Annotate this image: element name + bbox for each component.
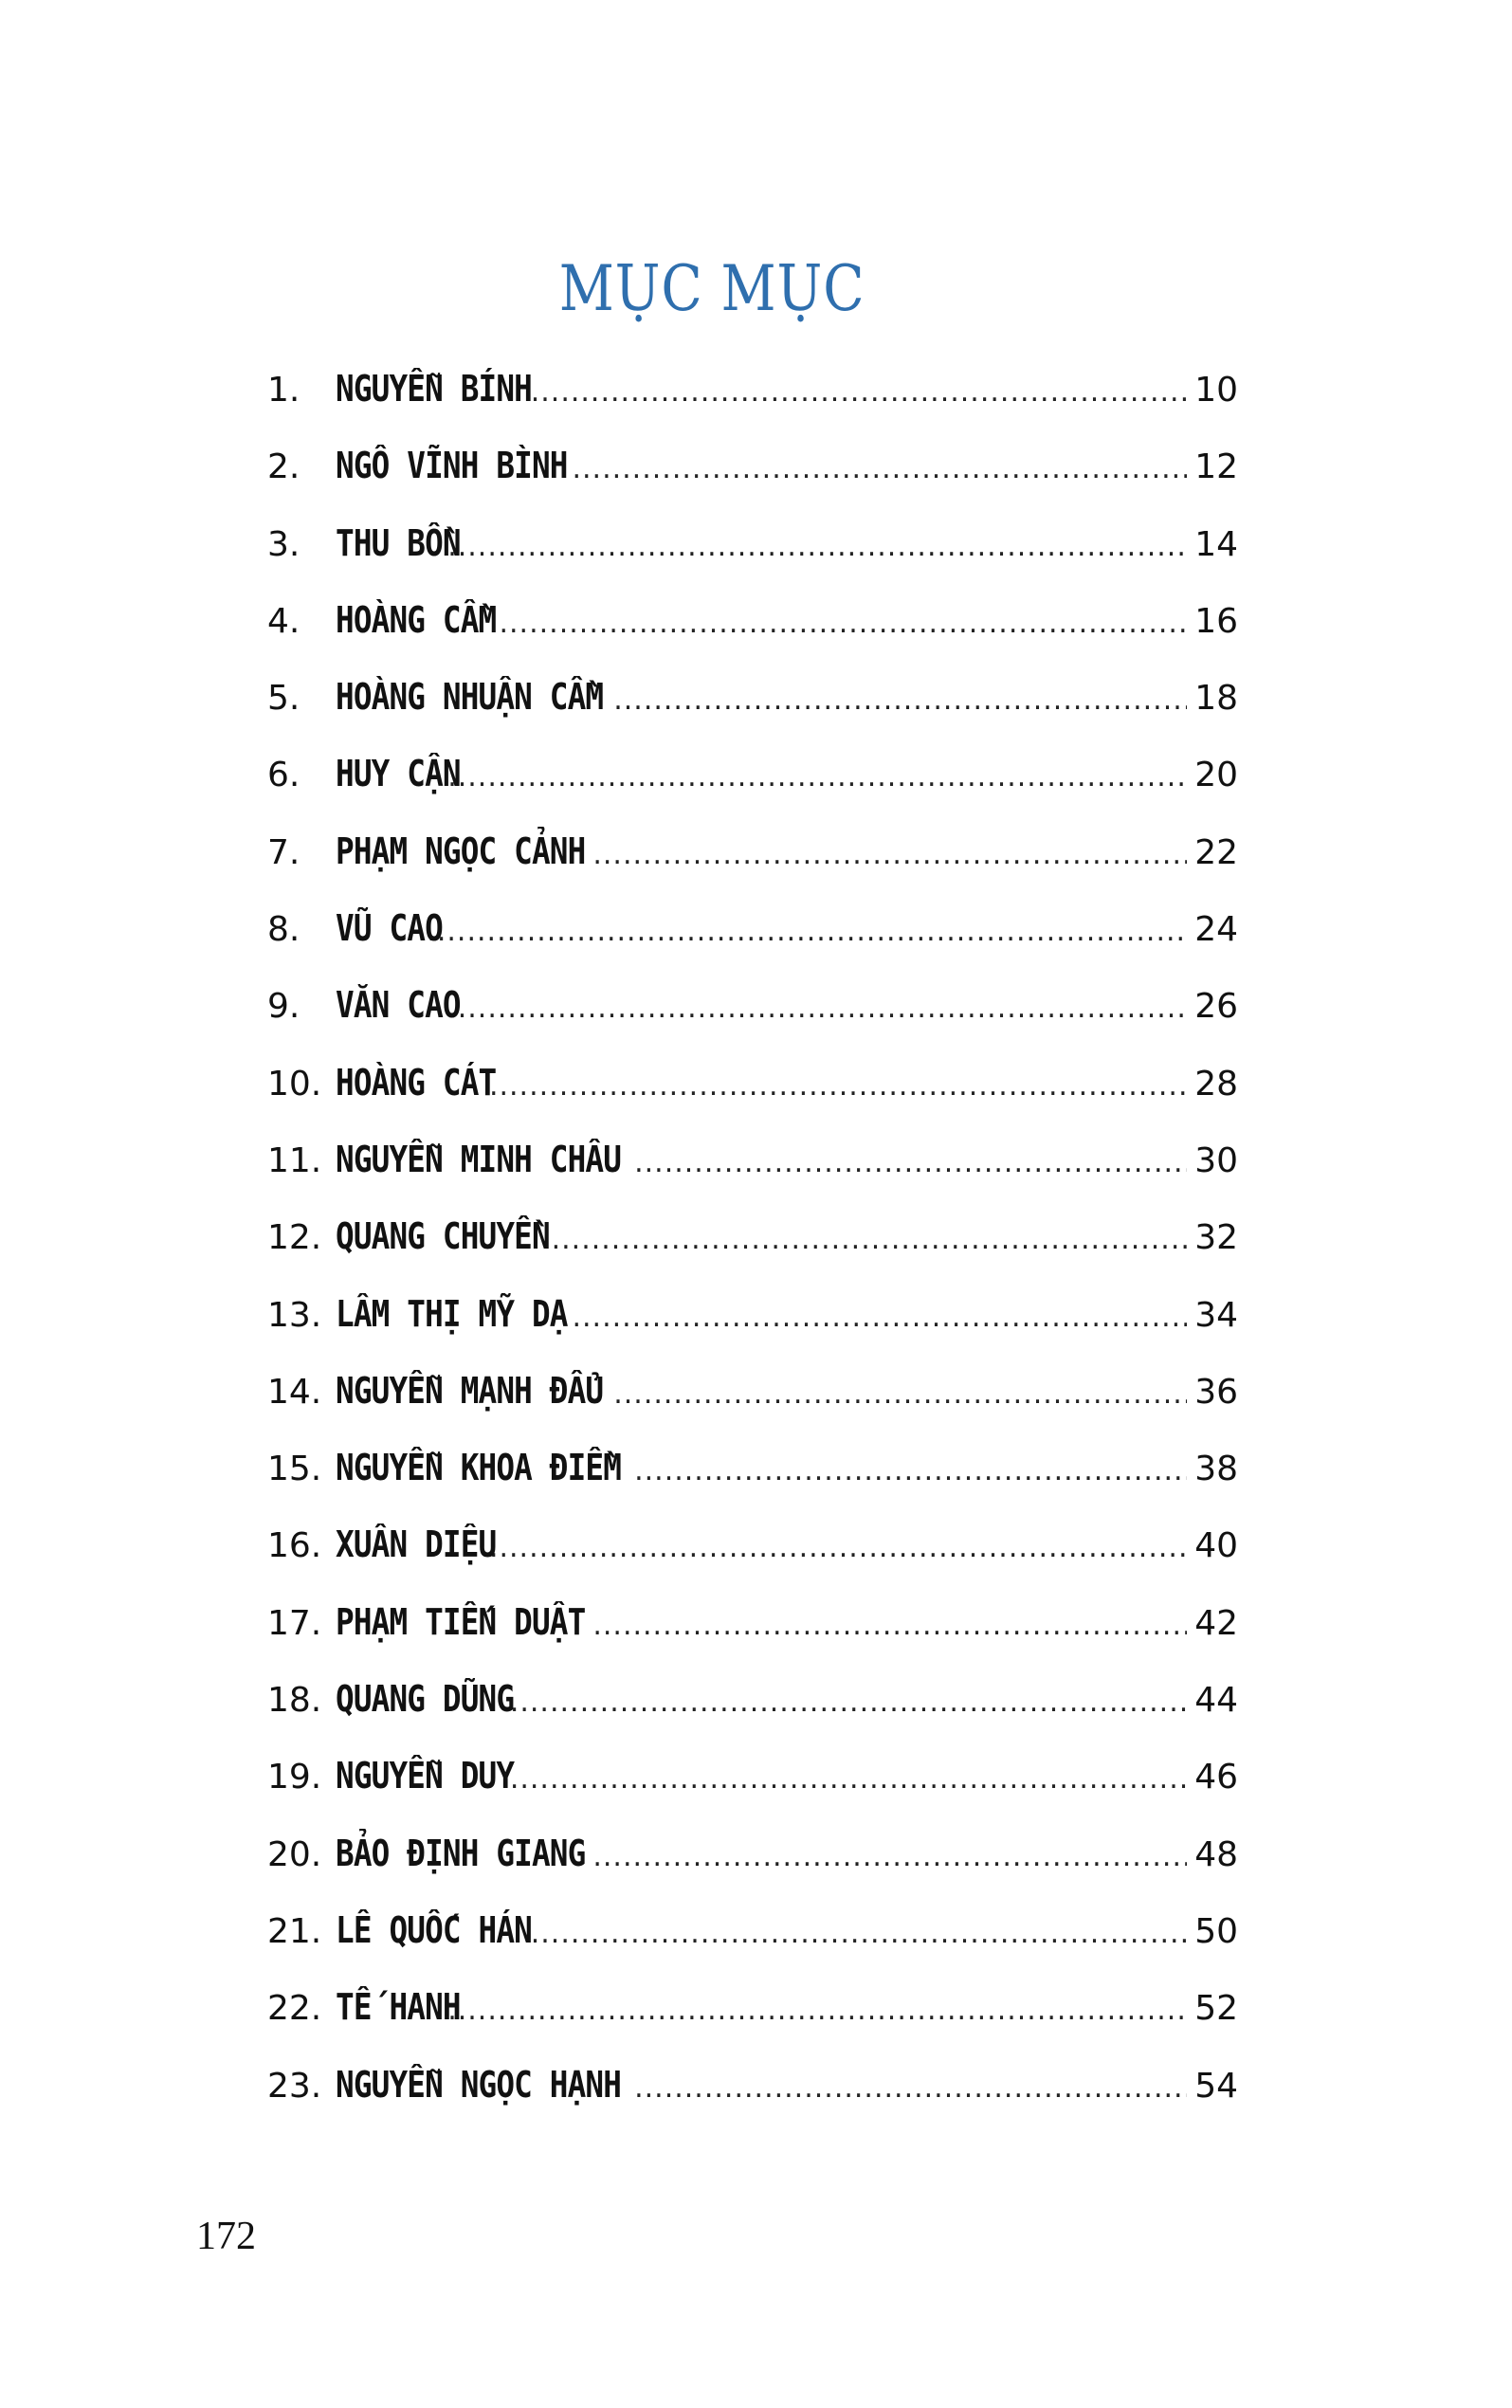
toc-entry-number: 15. (267, 1450, 322, 1489)
toc-entry-name: PHẠM NGỌC CẢNH (336, 830, 586, 872)
toc-entry-page: 16 (1194, 601, 1238, 641)
toc-entry (267, 522, 1238, 599)
toc-entry-name: HUY CẬN (336, 753, 461, 795)
toc-entry (267, 1909, 1238, 1986)
toc-entry-number: 12. (267, 1218, 322, 1258)
dot-leader (447, 1994, 1187, 2027)
toc-entry-number: 18. (267, 1681, 322, 1721)
toc-entry-number: 16. (267, 1526, 322, 1566)
toc-entry-name: TẾ HANH (336, 1986, 461, 2029)
toc-entry-page: 20 (1194, 756, 1238, 795)
toc-entry (267, 984, 1238, 1061)
toc-entry-page: 30 (1194, 1140, 1238, 1180)
toc-entry (267, 1139, 1238, 1215)
dot-leader (634, 1454, 1187, 1487)
toc-entry (267, 1755, 1238, 1832)
toc-entry-number: 19. (267, 1758, 322, 1797)
toc-entry-page: 40 (1194, 1526, 1238, 1566)
toc-entry (267, 1062, 1238, 1139)
toc-entry-number: 13. (267, 1295, 322, 1335)
dot-leader (489, 607, 1187, 640)
toc-entry-name: NGUYỄN BÍNH (336, 368, 532, 410)
toc-entry-name: NGUYỄN MẠNH ĐẨU (336, 1369, 604, 1412)
toc-entry-page: 54 (1194, 2066, 1238, 2106)
toc-entry-page: 28 (1194, 1064, 1238, 1104)
toc-entry-page: 34 (1194, 1295, 1238, 1335)
toc-entry-page: 44 (1194, 1681, 1238, 1721)
toc-entry-page: 46 (1194, 1758, 1238, 1797)
dot-leader (427, 915, 1187, 948)
toc-entry (267, 445, 1238, 521)
dot-leader (552, 1223, 1187, 1256)
toc-entry (267, 1523, 1238, 1600)
toc-entry-number: 23. (267, 2066, 322, 2106)
toc-entry (267, 1601, 1238, 1678)
dot-leader (531, 1917, 1187, 1950)
toc-entry (267, 1293, 1238, 1370)
dot-leader (592, 838, 1187, 871)
dot-leader (613, 1377, 1187, 1411)
toc-entry-name: HOÀNG NHUẬN CẦM (336, 676, 604, 719)
toc-entry (267, 1833, 1238, 1909)
toc-entry-number: 3. (267, 524, 301, 564)
toc-entry-page: 42 (1194, 1603, 1238, 1643)
dot-leader (510, 1686, 1187, 1719)
table-of-contents (267, 368, 1238, 2141)
toc-entry-name: NGUYỄN MINH CHÂU (336, 1138, 622, 1180)
dot-leader (489, 1531, 1187, 1564)
toc-entry-number: 1. (267, 371, 301, 410)
toc-entry-page: 38 (1194, 1450, 1238, 1489)
toc-entry-number: 6. (267, 756, 301, 795)
dot-leader (592, 1609, 1187, 1642)
toc-entry (267, 753, 1238, 830)
toc-entry-page: 36 (1194, 1372, 1238, 1412)
toc-entry-number: 20. (267, 1834, 322, 1874)
toc-entry (267, 676, 1238, 753)
toc-entry (267, 1370, 1238, 1447)
toc-entry-name: HOÀNG CÁT (336, 1061, 497, 1104)
toc-entry-number: 22. (267, 1989, 322, 2029)
dot-leader (447, 530, 1187, 563)
toc-entry-name: BẢO ĐỊNH GIANG (336, 1832, 586, 1874)
toc-entry-number: 10. (267, 1064, 322, 1104)
toc-entry-number: 8. (267, 910, 301, 950)
toc-entry-name: THU BỒN (336, 521, 461, 564)
toc-entry-page: 22 (1194, 832, 1238, 872)
dot-leader (613, 684, 1187, 717)
toc-entry-name: NGÔ VĨNH BÌNH (336, 445, 568, 487)
dot-leader (531, 375, 1187, 409)
dot-leader (489, 1069, 1187, 1103)
toc-entry-name: VĂN CAO (336, 984, 461, 1027)
toc-entry-name: PHẠM TIẾN DUẬT (336, 1600, 586, 1643)
dot-leader (572, 452, 1187, 485)
page-title: MỤC MỤC (558, 252, 865, 325)
dot-leader (572, 1301, 1187, 1334)
dot-leader (447, 992, 1187, 1025)
toc-entry (267, 1215, 1238, 1292)
toc-entry-name: NGUYỄN KHOA ĐIỀM (336, 1447, 622, 1489)
dot-leader (634, 2071, 1187, 2105)
toc-entry (267, 1986, 1238, 2063)
toc-entry-number: 2. (267, 447, 301, 487)
toc-entry-name: VŨ CAO (336, 907, 443, 950)
toc-entry-number: 21. (267, 1911, 322, 1951)
toc-entry-number: 9. (267, 987, 301, 1027)
toc-entry-name: LÊ QUỐC HÁN (336, 1908, 532, 1951)
toc-entry-name: QUANG CHUYỀN (336, 1215, 550, 1258)
toc-entry-page: 32 (1194, 1218, 1238, 1258)
toc-entry-page: 26 (1194, 987, 1238, 1027)
toc-entry (267, 1447, 1238, 1523)
toc-entry-page: 18 (1194, 679, 1238, 719)
dot-leader (510, 1762, 1187, 1796)
toc-entry-name: XUÂN DIỆU (336, 1523, 497, 1566)
toc-entry (267, 1678, 1238, 1755)
dot-leader (447, 760, 1187, 794)
toc-entry-page: 52 (1194, 1989, 1238, 2029)
toc-entry-number: 17. (267, 1603, 322, 1643)
toc-entry-number: 14. (267, 1372, 322, 1412)
toc-entry-page: 48 (1194, 1834, 1238, 1874)
toc-entry-name: QUANG DŨNG (336, 1678, 515, 1721)
dot-leader (592, 1840, 1187, 1873)
toc-entry-page: 14 (1194, 524, 1238, 564)
toc-entry (267, 599, 1238, 676)
toc-entry-name: NGUYỄN DUY (336, 1755, 515, 1797)
toc-entry-number: 7. (267, 832, 301, 872)
toc-entry-number: 4. (267, 601, 301, 641)
toc-entry (267, 2064, 1238, 2141)
toc-entry-page: 10 (1194, 371, 1238, 410)
toc-entry-number: 11. (267, 1140, 322, 1180)
page-number: 172 (196, 2215, 256, 2258)
toc-entry-name: NGUYỄN NGỌC HẠNH (336, 2063, 622, 2106)
toc-entry-page: 24 (1194, 910, 1238, 950)
toc-entry (267, 830, 1238, 907)
toc-entry-name: HOÀNG CẦM (336, 598, 497, 641)
toc-entry (267, 368, 1238, 445)
toc-entry (267, 907, 1238, 984)
dot-leader (634, 1146, 1187, 1179)
toc-entry-name: LÂM THỊ MỸ DẠ (336, 1292, 568, 1335)
toc-entry-page: 50 (1194, 1911, 1238, 1951)
toc-entry-page: 12 (1194, 447, 1238, 487)
toc-entry-number: 5. (267, 679, 301, 719)
